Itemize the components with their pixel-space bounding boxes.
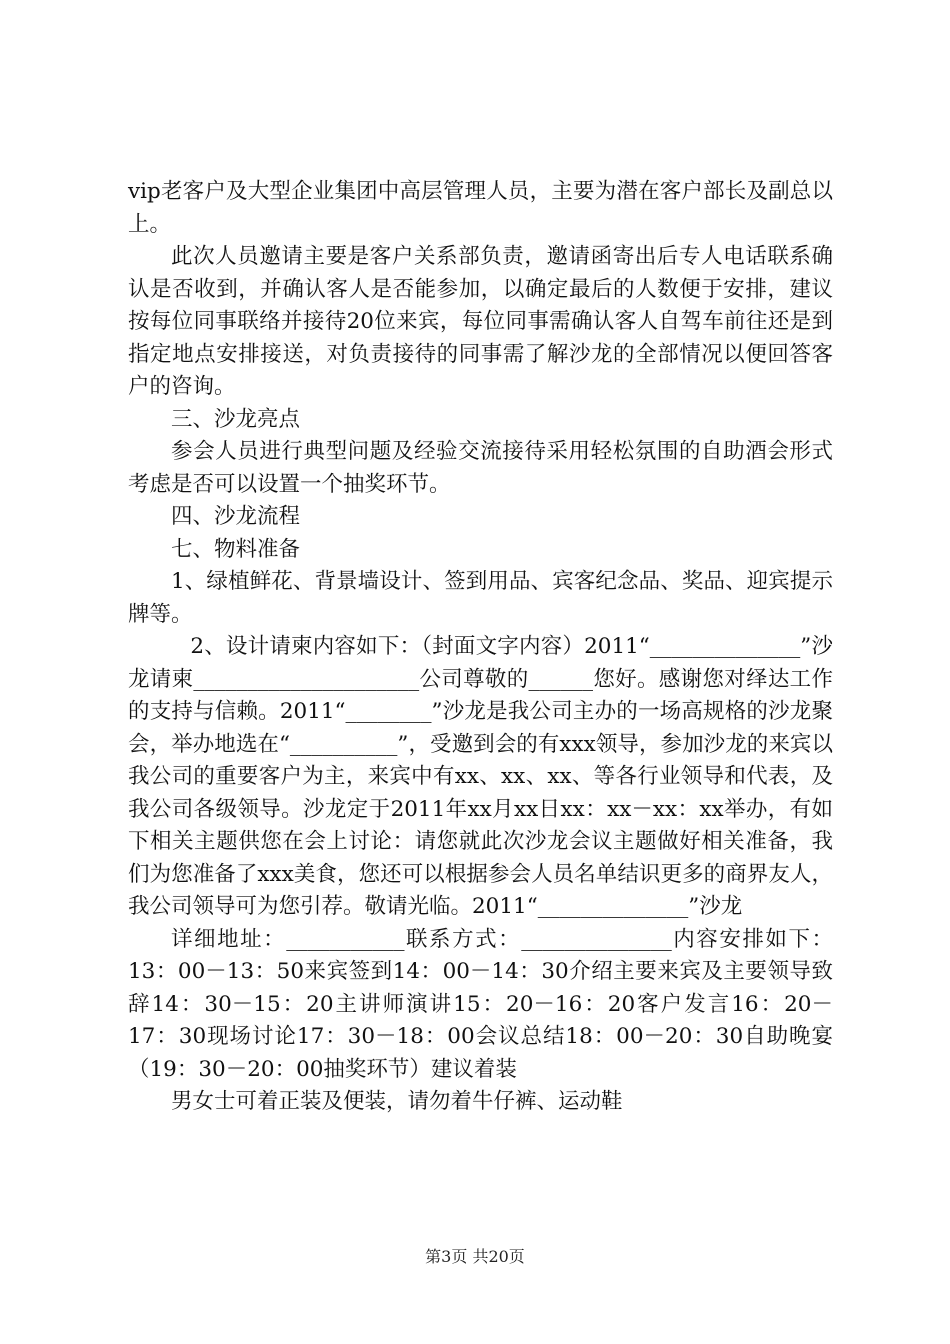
section-heading-highlights: 三、沙龙亮点 [171, 406, 301, 432]
paragraph-4: 参会人员进行典型问题及经验交流接待采用轻松氛围的自助酒会形式考虑是否可以设置一个抽奖环节。 [128, 439, 833, 497]
paragraph-1: vip老客户及大型企业集团中高层管理人员，主要为潜在客户部长及副总以上。 [128, 179, 833, 237]
paragraph-schedule: 详细地址：___________联系方式：______________内容安排如下：13：00－13：50来宾签到14：00－14：30介绍主要来宾及主要领导致辞14：30－15：20主讲师演讲15：20－16：20客户发言16：20－17：30现场讨论17：30－18：00会议总结18：00－20：30自助晚宴（19：30－20：00抽奖环节）建议着装 [128, 926, 833, 1082]
paragraph-7: 1、绿植鲜花、背景墙设计、签到用品、宾客纪念品、奖品、迎宾提示牌等。 [128, 569, 833, 627]
paragraph-dress-code: 男女士可着正装及便装，请勿着牛仔裤、运动鞋 [171, 1089, 623, 1114]
page-footer: 第3页 共20页 [425, 1247, 525, 1266]
document-body [128, 176, 833, 1119]
section-heading-process: 四、沙龙流程 [171, 504, 301, 529]
paragraph-invitation: 2、设计请柬内容如下：（封面文字内容）2011“______________”沙龙请柬_____________________公司尊敬的______您好。感谢您对绎达工作的支持与信赖。2011“________”沙龙是我公司主办的一场高规格的沙龙聚会，举办地选在“__________”，受邀到会的有xxx领导，参加沙龙的来宾以我公司的重要客户为主，来宾中有xx、xx、xx、等各行业领导和代表，及我公司各级领导。沙龙定于2011年xx月xx日xx：xx－xx：xx举办，有如下相关主题供您在会上讨论：请您就此次沙龙会议主题做好相关准备，我们为您准备了xxx美食，您还可以根据参会人员名单结识更多的商界友人，我公司领导可为您引荐。敬请光临。2011“______________”沙龙 [128, 634, 833, 919]
section-heading-materials: 七、物料准备 [171, 536, 301, 562]
paragraph-2: 此次人员邀请主要是客户关系部负责，邀请函寄出后专人电话联系确认是否收到，并确认客人是否能参加，以确定最后的人数便于安排，建议按每位同事联络并接待20位来宾，每位同事需确认客人自驾车前往还是到指定地点安排接送，对负责接待的同事需了解沙龙的全部情况以便回答客户的咨询。 [128, 244, 833, 399]
